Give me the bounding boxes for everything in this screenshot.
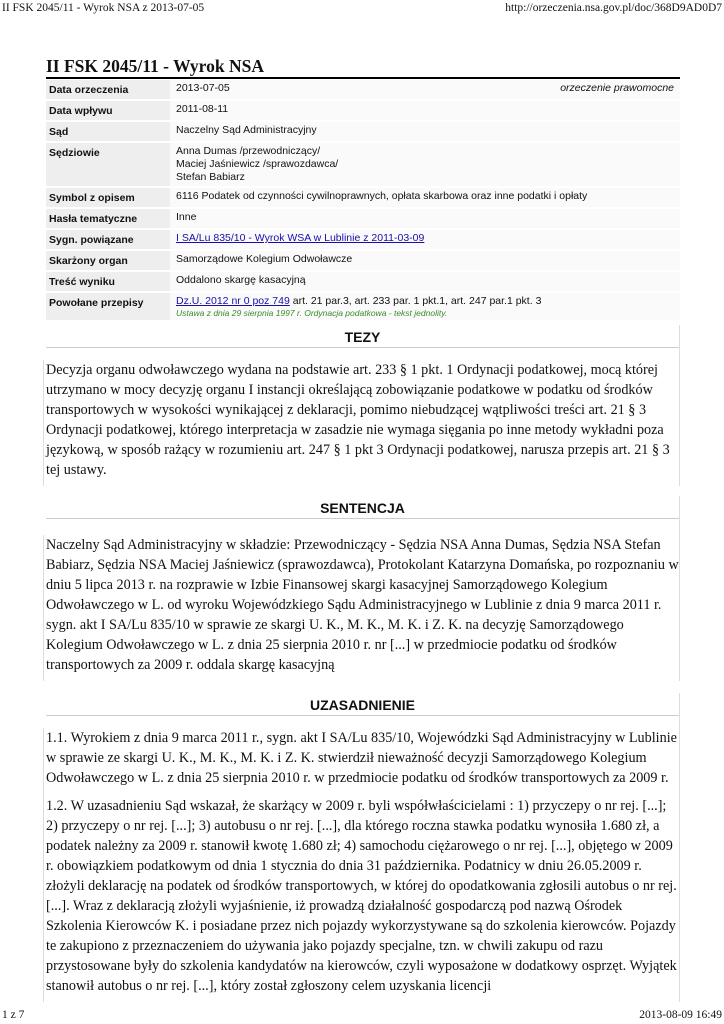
section-title-sentencja: SENTENCJA (46, 496, 679, 519)
meta-row-related (46, 229, 680, 250)
print-header (2, 0, 722, 14)
meta-label: Symbol z opisem (46, 187, 170, 208)
uzasadnienie-paragraph-2: 1.2. W uzasadnieniu Sąd wskazał, że skarżący w 2009 r. byli współwłaścicielami : 1) przyczepy o nr rej. [...]; 2) przyczepy o nr rej. [...]; 3) autobusu o nr rej. [...], dla którego roczna stawka podatku wynosiła 1.680 zł, a podatek należny za 2009 r. stanowił kwotę 1.680 zł; 4) samochodu ciężarowego o nr rej. [...], objętego w 2009 r. obowiązkiem podatkowym od dnia 1 stycznia do dnia 31 października. Podatnicy w dniu 26.05.2009 r. złożyli deklarację na podatek od środków transportowych, w której do opodatkowania zgłosili autobus o nr rej. [...]. Wraz z deklaracją złożyli wyjaśnienie, iż prowadzą działalność gospodarczą pod nazwą Ośrodek Szkolenia Kierowców K. i posiadane przez nich pojazdy wykorzystywane są do szkolenia kierowców. Pojazdy te zakupiono z przeznaczeniem do używania jako pojazdy specjalne, tzn. w chwili zakupu od razu przystosowane były do szkolenia kandydatów na kierowców, czyli wyposażone w dodatkowy osprzęt. Wyjątek stanowił autobus o nr rej. [...], który został zgłoszony celem uzyskania licencji (46, 798, 677, 994)
judge-name: Stefan Babiarz (176, 171, 245, 183)
judge-name: Anna Dumas /przewodniczący/ (176, 145, 321, 157)
meta-row-received (46, 100, 680, 121)
provision-articles: art. 21 par.3, art. 233 par. 1 pkt.1, art. 247 par.1 pkt. 3 (289, 295, 542, 307)
meta-value-symbol: 6116 Podatek od czynności cywilnoprawnych, opłata skarbowa oraz inne podatki i opłaty (170, 187, 680, 208)
print-header-url: http://orzeczenia.nsa.gov.pl/doc/368D9AD0D7 (505, 2, 722, 14)
related-case-link[interactable]: I SA/Lu 835/10 - Wyrok WSA w Lublinie z 2011-03-09 (176, 232, 425, 244)
meta-row-judges (46, 142, 680, 187)
meta-label: Powołane przepisy (46, 292, 170, 321)
meta-value-result: Oddalono skargę kasacyjną (170, 271, 680, 292)
document (46, 55, 680, 1002)
meta-label: Sędziowie (46, 142, 170, 187)
meta-row-date (46, 80, 680, 101)
page-number: 1 z 7 (2, 1009, 25, 1021)
print-timestamp: 2013-08-09 16:49 (639, 1009, 722, 1021)
uzasadnienie-paragraph-1: 1.1. Wyrokiem z dnia 9 marca 2011 r., sygn. akt I SA/Lu 835/10, Wojewódzki Sąd Administracyjny w Lublinie w sprawie ze skargi U. K., M. K., M. K. i Z. K. stwierdził nieważność decyzji Samorządowego Kolegium Odwoławczego w L. z dnia 25 sierpnia 2010 r. w przedmiocie podatku od środków transportowych za 2009 r. (46, 730, 677, 786)
metadata-table (46, 79, 680, 322)
section-title-uzasadnienie: UZASADNIENIE (46, 693, 679, 716)
section-sentencja (46, 496, 680, 681)
provision-link[interactable]: Dz.U. 2012 nr 0 poz 749 (176, 295, 290, 307)
meta-row-result (46, 271, 680, 292)
print-footer (2, 1008, 722, 1024)
meta-row-provisions (46, 292, 680, 321)
judge-name: Maciej Jaśniewicz /sprawozdawca/ (176, 158, 339, 170)
meta-value-judges (170, 142, 680, 187)
meta-label: Sygn. powiązane (46, 229, 170, 250)
ruling-status: orzeczenie prawomocne (560, 82, 674, 94)
section-tezy (46, 325, 680, 486)
meta-value-court: Naczelny Sąd Administracyjny (170, 121, 680, 142)
meta-value-received: 2011-08-11 (170, 100, 680, 121)
meta-value-authority: Samorządowe Kolegium Odwoławcze (170, 250, 680, 271)
meta-row-symbol (46, 187, 680, 208)
meta-label: Hasła tematyczne (46, 208, 170, 229)
meta-row-court (46, 121, 680, 142)
meta-value-date: 2013-07-05 (176, 82, 230, 94)
meta-value-keywords: Inne (170, 208, 680, 229)
meta-label: Treść wyniku (46, 271, 170, 292)
page-title: II FSK 2045/11 - Wyrok NSA (46, 55, 680, 79)
section-title-tezy: TEZY (46, 325, 679, 348)
meta-label: Sąd (46, 121, 170, 142)
meta-label: Data wpływu (46, 100, 170, 121)
meta-label: Skarżony organ (46, 250, 170, 271)
section-uzasadnienie (46, 693, 680, 1002)
print-header-title: II FSK 2045/11 - Wyrok NSA z 2013-07-05 (2, 2, 205, 14)
provision-note: Ustawa z dnia 29 sierpnia 1997 r. Ordynacja podatkowa - tekst jednolity. (176, 308, 448, 318)
sentencja-text: Naczelny Sąd Administracyjny w składzie: Przewodniczący - Sędzia NSA Anna Dumas, Sędzia NSA Stefan Babiarz, Sędzia NSA Maciej Jaśniewicz (sprawozdawca), Protokolant Katarzyna Domańska, po rozpoznaniu w dniu 5 lipca 2013 r. na rozprawie w Izbie Finansowej skargi kasacyjnej Samorządowego Kolegium Odwoławczego w L. od wyroku Wojewódzkiego Sądu Administracyjnego w Lublinie z dnia 9 marca 2011 r. sygn. akt I SA/Lu 835/10 w sprawie ze skargi U. K., M. K., M. K. i Z. K. na decyzję Samorządowego Kolegium Odwoławczego w L. z dnia 25 sierpnia 2010 r. nr [...] w przedmiocie podatku od środków transportowych za 2009 r. oddala skargę kasacyjną (46, 537, 679, 673)
tezy-text: Decyzja organu odwoławczego wydana na podstawie art. 233 § 1 pkt. 1 Ordynacji podatkowej, mocą której utrzymano w mocy decyzję organu I instancji określającą zobowiązanie podatkowe w podatku od środków transportowych w wysokości wynikającej z deklaracji, pomimo niebudzącej wątpliwości treści art. 21 § 3 Ordynacji podatkowej, którego interpretacja w zasadzie nie wymaga sięgania po inne metody wykładni poza językową, w sposób rażący w rozumieniu art. 247 § 1 pkt 3 Ordynacji podatkowej, narusza przepis art. 21 § 3 tej ustawy. (46, 362, 670, 478)
meta-row-authority (46, 250, 680, 271)
meta-label: Data orzeczenia (46, 80, 170, 101)
meta-row-keywords (46, 208, 680, 229)
